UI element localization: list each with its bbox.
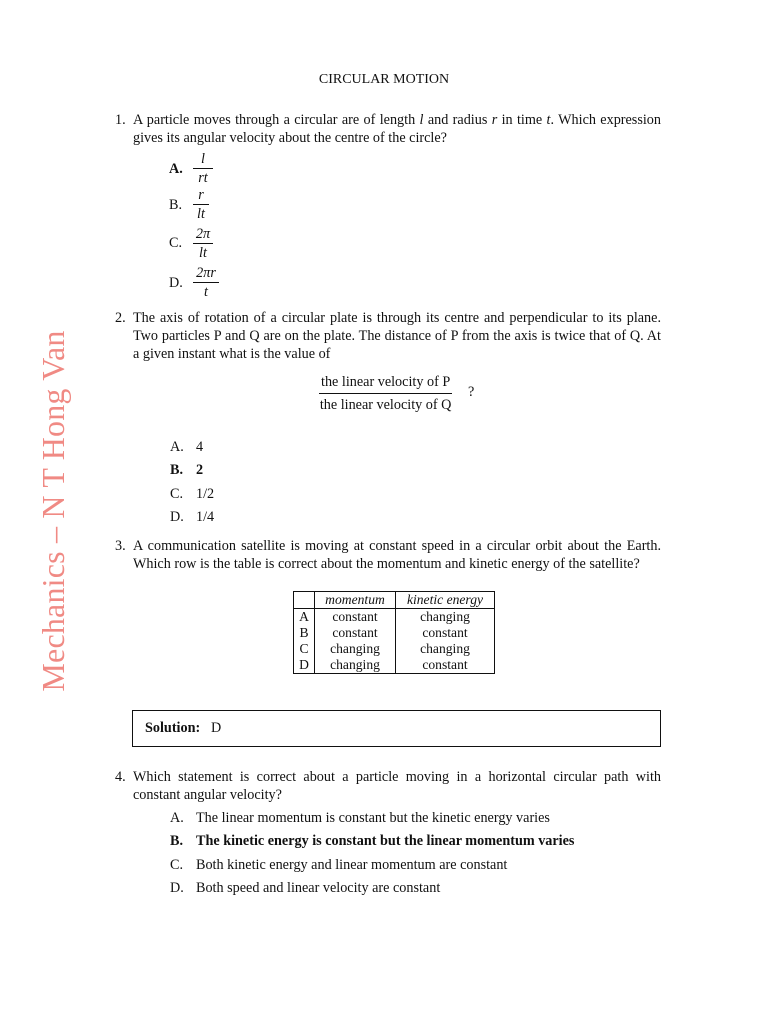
table-cell: constant	[315, 609, 396, 626]
author-watermark: Mechanics – N T Hong Van	[35, 330, 71, 692]
table-cell: changing	[315, 641, 396, 657]
option-c: C. 1/2	[170, 486, 215, 502]
table-header	[294, 592, 315, 609]
option-a: A. 4	[170, 439, 204, 455]
table-cell: B	[294, 625, 315, 641]
fraction-numerator: the linear velocity of P	[319, 373, 452, 394]
option-b-fraction: $\frac{r}{lt}$	[193, 186, 209, 223]
option-a: A. The linear momentum is constant but the kinetic energy varies	[170, 810, 550, 826]
option-a-fraction: $\frac{l}{rt}$	[193, 150, 213, 187]
question-text: The axis of rotation of a circular plate is through its centre and perpendicular to its plane. Two particles P and Q are on the plate. The distance of P from the axis is twice that of Q. At a given instant what is the value of	[133, 310, 661, 362]
table-cell: changing	[420, 609, 470, 624]
table-cell: A	[294, 609, 315, 626]
table-row	[294, 625, 495, 641]
fraction-question-mark: ?	[468, 384, 475, 400]
question-text: A particle moves through a circular are of length l and radius r in time t. Which expression gives its angular velocity about the centre of the circle?	[133, 112, 661, 146]
option-c: C. Both kinetic energy and linear momentum are constant	[170, 857, 508, 873]
table-cell: constant	[422, 625, 468, 640]
fraction-denominator: the linear velocity of Q	[319, 397, 452, 413]
option-a-letter: A.	[169, 161, 183, 177]
option-c-fraction: $\frac{2\pi}{lt}$	[193, 225, 213, 262]
solution-label: Solution:	[145, 720, 201, 736]
question-number: 4.	[115, 769, 126, 785]
table-header-row	[294, 592, 495, 609]
table-row	[294, 609, 495, 626]
option-b: B. 2	[170, 462, 204, 478]
table-cell: constant	[315, 625, 396, 641]
question-number: 1.	[115, 112, 126, 128]
table-cell: changing	[420, 641, 470, 656]
table-cell: constant	[422, 657, 468, 672]
option-d: D. Both speed and linear velocity are constant	[170, 880, 441, 896]
velocity-ratio-fraction	[319, 373, 452, 414]
option-b: B. The kinetic energy is constant but the linear momentum varies	[170, 833, 575, 849]
table-header: momentum	[315, 592, 396, 609]
question-number: 3.	[115, 538, 126, 554]
question-text: Which statement is correct about a particle moving in a horizontal circular path with constant angular velocity?	[133, 769, 661, 803]
table-cell: C	[294, 641, 315, 657]
table-cell: D	[294, 657, 315, 674]
option-d: D. 1/4	[170, 509, 215, 525]
solution-box	[132, 710, 661, 747]
table-header: kinetic energy	[396, 592, 495, 609]
question-number: 2.	[115, 310, 126, 326]
option-d-fraction: $\frac{2\pi r}{t}$	[193, 264, 219, 301]
solution-value: D	[211, 720, 222, 736]
table-row	[294, 657, 495, 674]
page-title: CIRCULAR MOTION	[318, 72, 450, 87]
option-d-letter: D.	[169, 275, 183, 291]
answer-table	[293, 591, 495, 674]
question-text: A communication satellite is moving at constant speed in a circular orbit about the Earth. Which row is the table is correct about the momentum and kinetic energy of the satellite?	[133, 538, 661, 572]
table-cell: changing	[315, 657, 396, 674]
option-b-letter: B.	[169, 197, 183, 213]
table-row	[294, 641, 495, 657]
option-c-letter: C.	[169, 235, 183, 251]
